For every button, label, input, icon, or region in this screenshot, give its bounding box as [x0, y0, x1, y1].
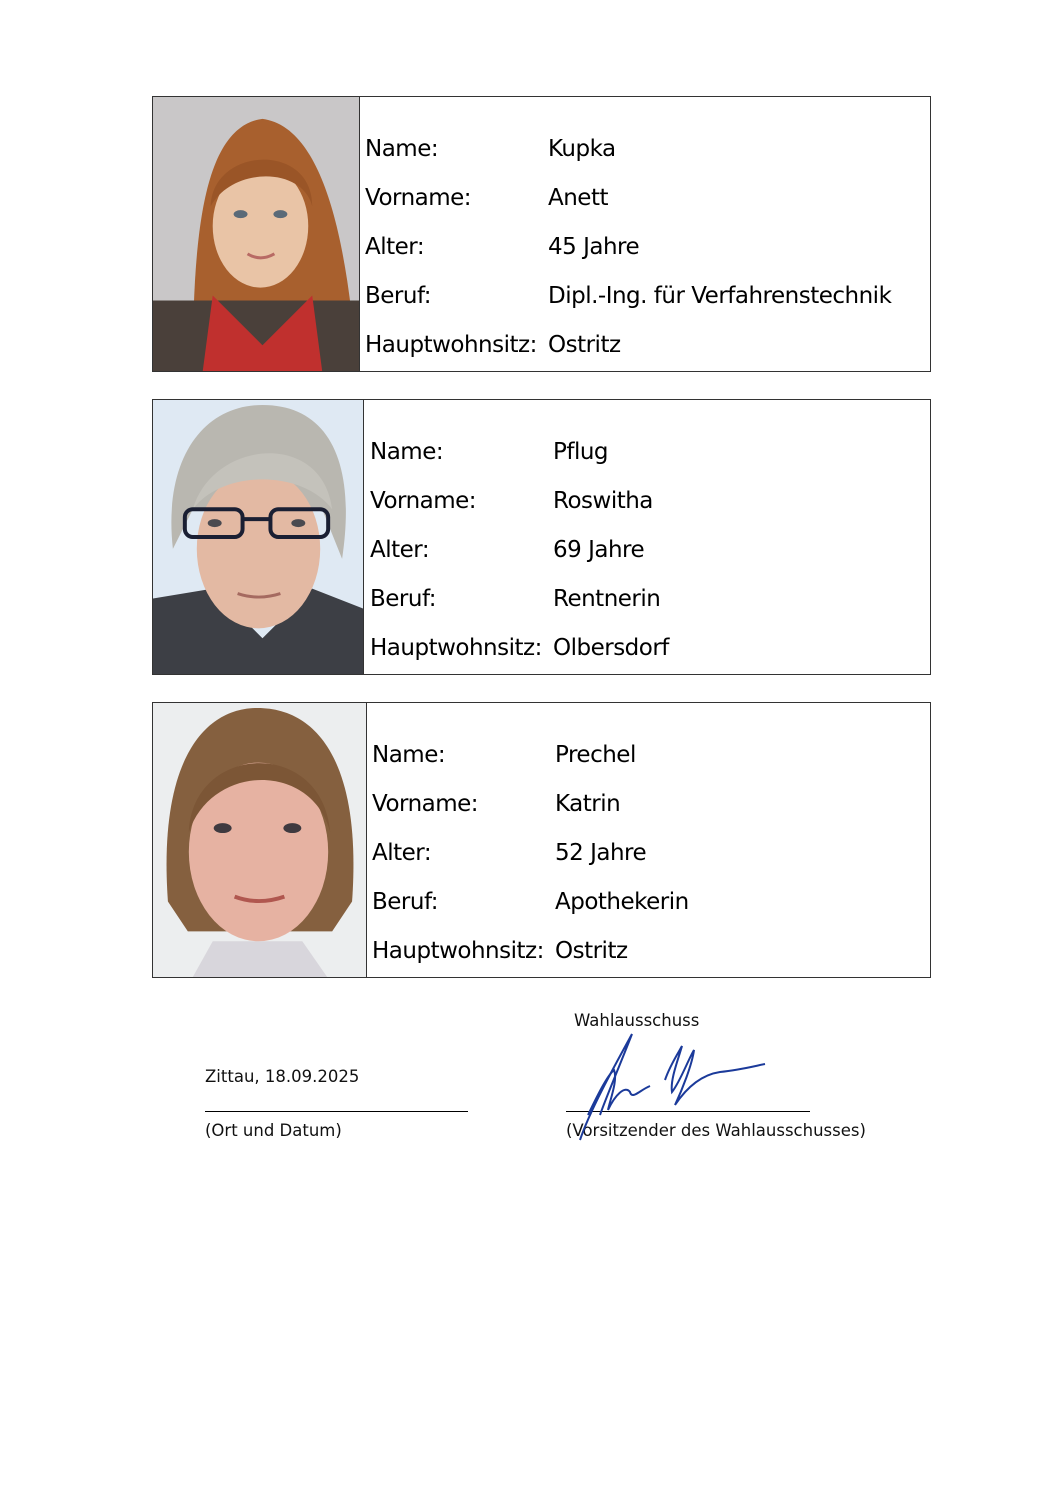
value-alter: 69 Jahre	[553, 536, 645, 563]
label-vorname: Vorname:	[370, 487, 477, 514]
value-alter: 45 Jahre	[548, 233, 640, 260]
label-vorname: Vorname:	[372, 790, 479, 817]
label-name: Name:	[365, 135, 439, 162]
place-date-caption: (Ort und Datum)	[205, 1121, 342, 1140]
candidate-fields	[364, 400, 930, 674]
candidate-photo	[153, 400, 364, 674]
candidate-card	[152, 96, 931, 372]
label-alter: Alter:	[365, 233, 425, 260]
handwritten-signature	[570, 1020, 780, 1145]
label-vorname: Vorname:	[365, 184, 472, 211]
field-row-name	[372, 730, 930, 779]
label-beruf: Beruf:	[365, 282, 431, 309]
label-beruf: Beruf:	[372, 888, 438, 915]
value-name: Prechel	[555, 741, 636, 768]
field-row-beruf	[370, 574, 930, 623]
label-alter: Alter:	[372, 839, 432, 866]
field-row-wohnsitz	[365, 320, 930, 369]
value-vorname: Roswitha	[553, 487, 653, 514]
place-date: Zittau, 18.09.2025	[205, 1067, 360, 1086]
field-row-name	[370, 427, 930, 476]
value-beruf: Rentnerin	[553, 585, 661, 612]
label-wohnsitz: Hauptwohnsitz:	[370, 634, 542, 661]
field-row-alter	[365, 222, 930, 271]
candidate-photo	[153, 703, 367, 977]
field-row-beruf	[372, 877, 930, 926]
label-wohnsitz: Hauptwohnsitz:	[365, 331, 537, 358]
field-row-name	[365, 124, 930, 173]
chair-caption: (Vorsitzender des Wahlausschusses)	[566, 1121, 866, 1140]
committee-heading: Wahlausschuss	[574, 1011, 700, 1030]
candidate-card	[152, 399, 931, 675]
value-vorname: Katrin	[555, 790, 621, 817]
field-row-alter	[372, 828, 930, 877]
value-vorname: Anett	[548, 184, 608, 211]
label-beruf: Beruf:	[370, 585, 436, 612]
candidate-fields	[360, 97, 930, 371]
label-name: Name:	[370, 438, 444, 465]
field-row-beruf	[365, 271, 930, 320]
field-row-wohnsitz	[372, 926, 930, 975]
field-row-alter	[370, 525, 930, 574]
value-alter: 52 Jahre	[555, 839, 647, 866]
candidate-card	[152, 702, 931, 978]
label-name: Name:	[372, 741, 446, 768]
value-beruf: Dipl.-Ing. für Verfahrenstechnik	[548, 282, 892, 309]
field-row-vorname	[370, 476, 930, 525]
label-alter: Alter:	[370, 536, 430, 563]
value-wohnsitz: Ostritz	[555, 937, 628, 964]
candidate-photo	[153, 97, 360, 371]
value-wohnsitz: Olbersdorf	[553, 634, 669, 661]
value-wohnsitz: Ostritz	[548, 331, 621, 358]
value-name: Kupka	[548, 135, 616, 162]
value-beruf: Apothekerin	[555, 888, 689, 915]
label-wohnsitz: Hauptwohnsitz:	[372, 937, 544, 964]
field-row-vorname	[372, 779, 930, 828]
value-name: Pflug	[553, 438, 609, 465]
field-row-vorname	[365, 173, 930, 222]
place-date-signature-line	[205, 1111, 468, 1112]
candidate-fields	[367, 703, 930, 977]
field-row-wohnsitz	[370, 623, 930, 672]
